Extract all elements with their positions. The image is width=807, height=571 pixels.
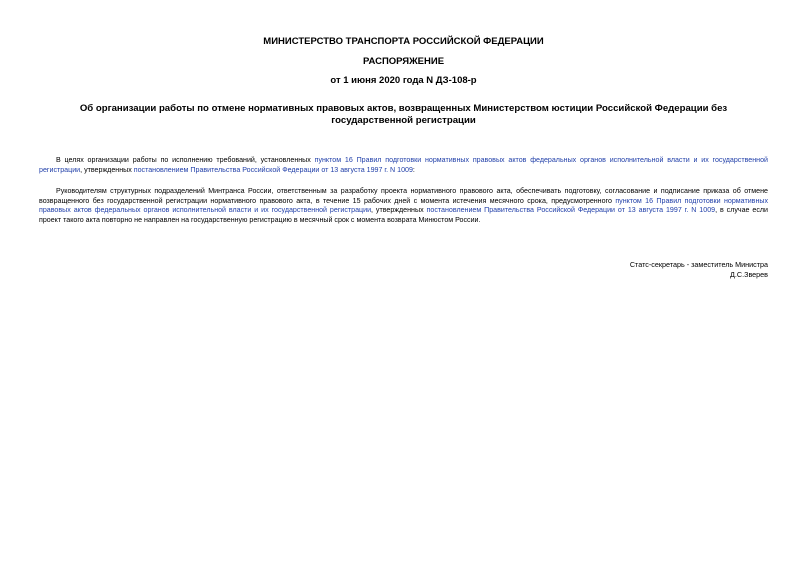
paragraph-2-text-2: , утвержденных (371, 206, 427, 215)
signature-position: Статс-секретарь - заместитель Министра (629, 260, 768, 269)
document-type: РАСПОРЯЖЕНИЕ (362, 56, 445, 67)
paragraph-2-text-3: , в случае если проект такого акта повторно не направлен на государственную регистрацию в месячный срок с момента возврата Минюстом России. (39, 206, 768, 224)
document-title: Об организации работы по отмене нормативных правовых актов, возвращенных Министерством юстиции Российской Федерации без государственной регистрации (79, 103, 728, 126)
government-resolution-link[interactable]: постановлением Правительства Российской Федерации от 13 августа 1997 г. N 1009 (133, 165, 413, 174)
government-resolution-link-2[interactable]: постановлением Правительства Российской Федерации от 13 августа 1997 г. N 1009 (426, 206, 716, 215)
paragraph-1-text-3: : (412, 165, 415, 174)
paragraph-1-text-1: В целях организации работы по исполнению требований, установленных (56, 156, 315, 164)
paragraph-1-text-2: , утвержденных (80, 165, 134, 174)
paragraph-2-text-1: Руководителям структурных подразделений Минтранса России, ответственным за разработку проекта нормативного правового акта, обеспечивать подготовку, согласование и подписание приказа об отмене возвращенного без государственной регистрации нормативного правового акта, в течение 15 рабочих дней с момента истечения месячного срока, предусмотренного (39, 187, 768, 205)
signature-name: Д.С.Зверев (730, 270, 768, 279)
rules-item-16-link-2[interactable]: пунктом 16 Правил подготовки нормативных правовых актов федеральных органов исполнительной власти и их государственной регистрации (39, 196, 769, 215)
rules-item-16-link[interactable]: пунктом 16 Правил подготовки нормативных правовых актов федеральных органов исполнительной власти и их государственной регистрации (39, 156, 768, 174)
paragraph-1 (39, 156, 768, 175)
ministry-name: МИНИСТЕРСТВО ТРАНСПОРТА РОССИЙСКОЙ ФЕДЕРАЦИИ (263, 36, 544, 47)
paragraph-2 (39, 187, 768, 225)
document-date-number: от 1 июня 2020 года N ДЗ-108-р (330, 75, 477, 86)
